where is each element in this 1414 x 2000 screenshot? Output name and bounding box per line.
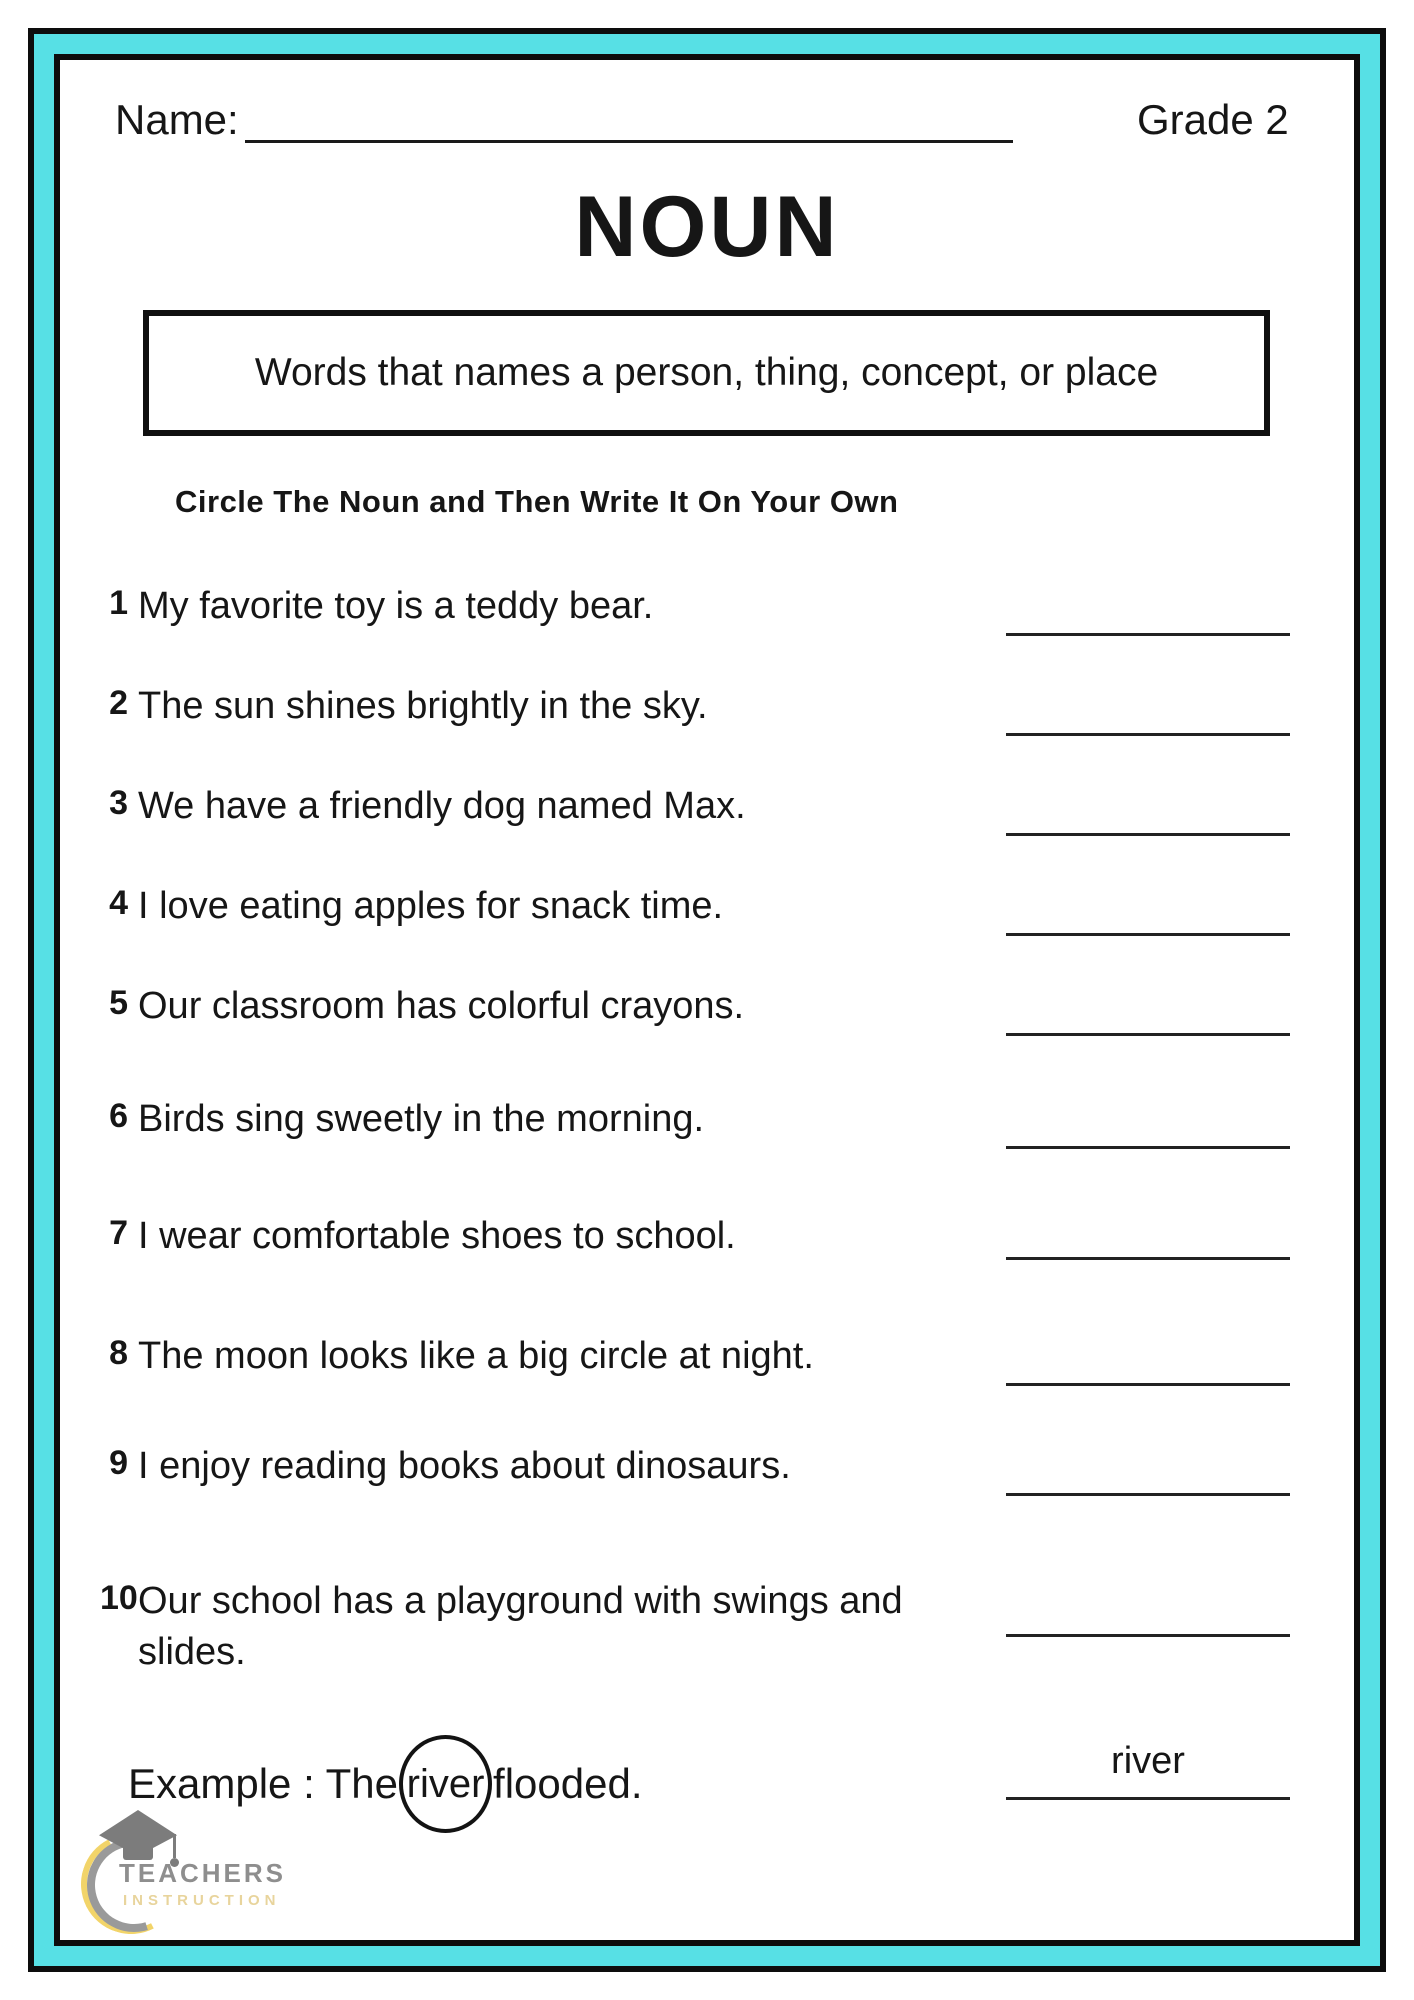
item-sentence: Our classroom has colorful crayons. [138,985,745,1027]
page-title: NOUN [574,179,840,275]
logo [85,1810,285,1940]
item-sentence: The moon looks like a big circle at night. [138,1335,814,1377]
item-number: 7 [109,1214,128,1252]
example-answer-line[interactable] [1006,1797,1290,1800]
item-row [100,1441,1290,1492]
example-answer [1006,1742,1290,1800]
item-number: 2 [109,684,128,722]
item-sentence: Birds sing sweetly in the morning. [138,1098,705,1140]
item-sentence: I wear comfortable shoes to school. [138,1215,736,1257]
grade-label: Grade 2 [1137,96,1289,143]
example-answer-word: river [1111,1740,1185,1782]
item-row [100,1094,1290,1145]
item-row [100,1211,1290,1262]
item-row [100,781,1290,832]
item-number: 1 [109,584,128,622]
item-row [100,1576,1290,1678]
item-sentence: The sun shines brightly in the sky. [138,685,708,727]
item-row [100,681,1290,732]
item-answer-line[interactable] [1006,1493,1290,1496]
item-number: 8 [109,1334,128,1372]
example-suffix: flooded. [493,1760,643,1807]
item-row [100,1331,1290,1382]
item-answer-line[interactable] [1006,633,1290,636]
item-sentence: Our school has a playground with swings and slides. [138,1580,903,1673]
item-answer-line[interactable] [1006,733,1290,736]
item-row [100,881,1290,932]
example-prefix: Example : The [128,1760,399,1807]
example-circled-word: river [406,1761,485,1806]
item-answer-line[interactable] [1006,1634,1290,1637]
item-number: 10 [100,1579,138,1617]
item-number: 5 [109,984,128,1022]
item-sentence: I love eating apples for snack time. [138,885,724,927]
item-sentence: I enjoy reading books about dinosaurs. [138,1445,791,1487]
item-number: 4 [109,884,128,922]
item-number: 3 [109,784,128,822]
example-circle-annotation [399,1735,492,1833]
graduation-cap-tassel [173,1834,176,1858]
instruction-text: Circle The Noun and Then Write It On Your Own [175,484,899,519]
name-label: Name: [115,96,239,143]
definition-box [143,310,1270,436]
item-answer-line[interactable] [1006,833,1290,836]
definition-text: Words that names a person, thing, concept, or place [254,351,1159,394]
item-row [100,581,1290,632]
name-fill-in-line[interactable] [245,100,1013,143]
item-answer-line[interactable] [1006,1146,1290,1149]
item-row [100,981,1290,1032]
item-number: 6 [109,1097,128,1135]
logo-subtitle: INSTRUCTION [123,1892,281,1909]
item-sentence: My favorite toy is a teddy bear. [138,585,654,627]
item-answer-line[interactable] [1006,1383,1290,1386]
item-answer-line[interactable] [1006,1033,1290,1036]
item-number: 9 [109,1444,128,1482]
item-answer-line[interactable] [1006,933,1290,936]
logo-name: TEACHERS [119,1858,287,1888]
item-answer-line[interactable] [1006,1257,1290,1260]
item-sentence: We have a friendly dog named Max. [138,785,746,827]
